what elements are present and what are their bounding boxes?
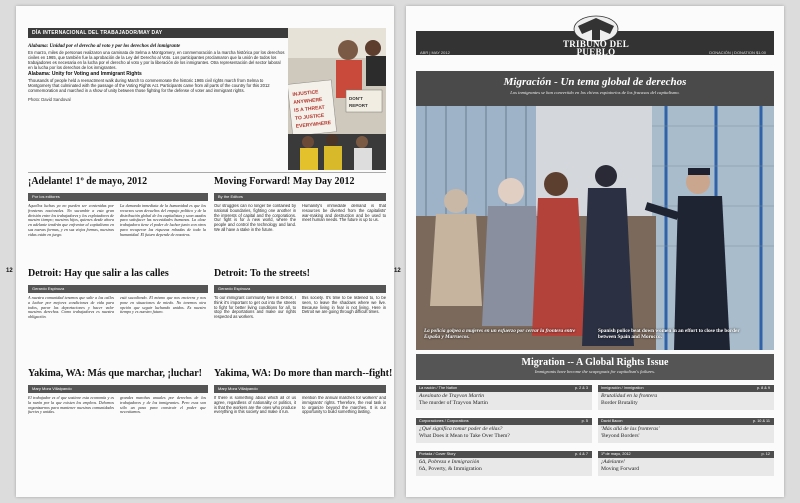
donation-price: DONACIÓN | DONATION $1.00 bbox=[709, 50, 766, 55]
section3-col1: El trabajador es el que sostiene esta economía y es la razón por la que existen los empleos. Debemos organizarnos para mantener nuestras comunidades fuertes y unidas. bbox=[28, 396, 114, 415]
toc-page: p. 8 & 9 bbox=[756, 386, 770, 390]
toc-item[interactable] bbox=[416, 417, 592, 443]
march-photo bbox=[288, 28, 386, 170]
toc-page: p. 2 & 3 bbox=[574, 386, 588, 390]
svg-text:DON'T: DON'T bbox=[349, 96, 363, 101]
photo-credit: Photo: David Sandoval bbox=[28, 97, 71, 102]
issue-date: ABR | MAY 2012 bbox=[420, 50, 450, 55]
section3-title-es: Yakima, WA: Más que marchar, ¡luchar! bbox=[28, 368, 202, 379]
page-header-may-day: DÍA INTERNACIONAL DEL TRABAJADOR/MAY DAY bbox=[28, 28, 294, 38]
toc-section: Corporaciones / Corporations bbox=[419, 419, 469, 423]
intro-subhead-es: Alabama: Unidad por el derecho al voto y por los derechos del inmigrante bbox=[28, 44, 181, 49]
left-page bbox=[16, 6, 394, 497]
toc-column-right bbox=[598, 384, 774, 476]
page-number-right: 12 bbox=[394, 268, 401, 274]
intro-block bbox=[28, 44, 286, 102]
section1-col2: La demanda inmediata de la humanidad es que los recursos sean devueltos del empujo político y de la distribución global de los capitalistas y sean usados para satisfacer las necesidades humanas. La clase trabajadora tiene el poder de luchar junto con otros para recuperar las riquezas robadas de toda la humanidad. El futuro depende de nosotros. bbox=[120, 204, 206, 237]
toc-title-es: 'Más allá de las fronteras' bbox=[601, 426, 660, 432]
section3-title-en: Yakima, WA: Do more than march--fight! bbox=[214, 368, 393, 379]
caption-es: La policía golpea a mujeres en un esfuerzo por cerrar la frontera entre España y Marruecos. bbox=[424, 328, 576, 340]
section3-byline-es: Mary Mora Villalpando bbox=[28, 385, 208, 393]
toc-page: p. 12 bbox=[761, 452, 770, 456]
toc-title-en: Border Brutality bbox=[601, 400, 638, 406]
toc-title-en: Moving Forward bbox=[601, 466, 640, 472]
section1-title-en: Moving Forward! May Day 2012 bbox=[214, 176, 355, 187]
headline-en: Migration -- A Global Rights Issue bbox=[521, 357, 669, 368]
section2-byline-en: Gerardo Espinoza bbox=[214, 285, 386, 293]
section3-col2: grandes marchas anuales por derechos de los trabajadores y de los inmigrantes. Pero esos son sólo un paso para construir el poder que necesitamos. bbox=[120, 396, 206, 415]
toc-item[interactable] bbox=[598, 450, 774, 476]
section1-col4: Humanity's immediate demand is that resources be diverted from the capitalists' war-making and destruction and be used to meet human needs. The future is up to us. bbox=[302, 204, 386, 223]
toc-page: p. 5 bbox=[581, 419, 588, 423]
toc-item[interactable] bbox=[598, 384, 774, 410]
toc-title-en: The murder of Trayvon Martin bbox=[419, 400, 488, 406]
section2-col3: To our immigrant community here in Detroit, I think it's important to get out into the streets to fight for better living conditions for all, to stop the deportations and make our rights respected as workers. bbox=[214, 296, 296, 320]
toc-section: La nación / The Nation bbox=[419, 386, 458, 390]
section2-col1: A nuestra comunidad tenemos que salir a las calles a luchar por mejores condiciones de vida para todos, parar las deportaciones y hacer valer nuestros derechos. Como trabajadores es nuestra obligación. bbox=[28, 296, 114, 320]
toc-item[interactable] bbox=[416, 384, 592, 410]
toc-column-left bbox=[416, 384, 592, 476]
toc-title-es: ¿Qué significa tomar poder de ellas? bbox=[419, 426, 503, 432]
toc-section: Portada / Cover Story bbox=[419, 452, 456, 456]
toc-title-en: 6Δ, Poverty, & Immigration bbox=[419, 466, 482, 472]
toc-page: p. 4 & 7 bbox=[574, 452, 588, 456]
svg-text:INJUSTICE: INJUSTICE bbox=[292, 89, 319, 98]
toc-title-es: 6Δ, Pobreza e Inmigración bbox=[419, 459, 480, 465]
toc-section: Inmigración / Immigration bbox=[601, 386, 644, 390]
svg-text:REPORT: REPORT bbox=[349, 103, 368, 108]
svg-text:TO JUSTICE: TO JUSTICE bbox=[294, 112, 325, 122]
section2-col2: está sucediendo. El mismo que nos encierra y nos pone en situaciones de miedo. No tenemos otra opción que seguir luchando unidos. Es nuestro tiempo y es nuestro futuro. bbox=[120, 296, 206, 315]
masthead-title bbox=[556, 40, 636, 56]
masthead-title-line1: TRIBUNO DEL bbox=[562, 39, 630, 49]
border-police-photo bbox=[416, 106, 774, 350]
svg-text:ANYWHERE: ANYWHERE bbox=[293, 96, 323, 106]
section1-byline-en: By the Editors bbox=[214, 193, 386, 201]
headline-es: Migración - Un tema global de derechos bbox=[503, 76, 687, 88]
svg-text:IS A THREAT: IS A THREAT bbox=[293, 104, 326, 114]
caption-en: Spanish police beat down women in an effort to close the border between Spain and Morocco. bbox=[598, 328, 740, 340]
photo-caption bbox=[416, 326, 774, 354]
intro-text-en: Thousands of people held a reenactment walk during March to commemorate the historic 1965 civil rights march from Selma to Montgomery that culminated with the passage of the Voting Rights Act. Participants came from all parts of the country for this 2012 commemoration and marched in a show of unity between those fighting for the defense of voter and immigrant rights. bbox=[28, 78, 270, 93]
right-page bbox=[406, 6, 784, 497]
toc-section: David Bacon bbox=[601, 419, 623, 423]
toc-page: p. 10 & 11 bbox=[752, 419, 770, 423]
page-number-left: 12 bbox=[6, 268, 13, 274]
headline-bar-es bbox=[416, 71, 774, 106]
toc-item[interactable] bbox=[416, 450, 592, 476]
headline-bar-en bbox=[416, 354, 774, 380]
subhead-en: Immigrants have become the scapegoats for capitalism's failures. bbox=[534, 369, 656, 374]
subhead-es: Los inmigrantes se han convertido en los chivos expiatorios de los fracasos del capitalismo. bbox=[510, 90, 680, 95]
svg-text:EVERYWHERE: EVERYWHERE bbox=[295, 120, 332, 130]
intro-text-es: En marzo, miles de personas realizaron una caminata de Selma a Montgomery, en conmemoración a la marcha histórica por los derechos civiles en 1965, que también fue la aprobación de la Ley del Derecho al Voto. Los participantes proclamaron que la unión de todos los trabajadores es necesaria en la lucha por el derecho al voto y por la liberación de los inmigrantes. Otra representación del sector laboral en la lucha por los derechos de los inmigrantes. bbox=[28, 50, 285, 70]
section2-title-en: Detroit: To the streets! bbox=[214, 268, 310, 279]
intro-subhead-en: Alabama: Unity for Voting and Immigrant Rights bbox=[28, 71, 142, 77]
section1-title-es: ¡Adelante! 1º de mayo, 2012 bbox=[28, 176, 148, 187]
section2-col4: this society. It's time to be listened to, to be seen, to leave the shadows where we live. Because living in fear is not living. Here in Detroit we are going through difficult times. bbox=[302, 296, 386, 315]
section3-col4: mention the annual marches for workers' and immigrants' rights. Therefore, the real task is to organize beyond the marches. It is our opportunity to build something lasting. bbox=[302, 396, 386, 415]
toc-title-es: Asesinato de Trayvon Martin bbox=[419, 393, 485, 399]
toc-title-en: 'Beyond Borders' bbox=[601, 433, 640, 439]
toc-title-es: ¡Adelante! bbox=[601, 459, 625, 465]
toc-section: 1º de mayo, 2012 bbox=[601, 452, 631, 456]
table-of-contents bbox=[416, 384, 774, 490]
toc-title-en: What Does it Mean to Take Over Them? bbox=[419, 433, 510, 439]
section2-byline-es: Gerardo Espinoza bbox=[28, 285, 208, 293]
section1-col3: Our struggles can no longer be contained by national boundaries, fighting one another in the interests of capital and the corporations. Our fight is for a new world, where the people and control the technology and land. We all have a stake in the future. bbox=[214, 204, 296, 232]
section1-byline-es: Por los editores bbox=[28, 193, 208, 201]
toc-title-es: Brutalidad en la frontera bbox=[601, 393, 658, 399]
section2-title-es: Detroit: Hay que salir a las calles bbox=[28, 268, 169, 279]
section3-byline-en: Mary Mora Villalpando bbox=[214, 385, 386, 393]
masthead bbox=[556, 14, 636, 58]
toc-item[interactable] bbox=[598, 417, 774, 443]
section3-col3: If there is something about which all of us agree, regardless of nationality or politics, it is that the workers are the ones who produce everything in this society and make it run. bbox=[214, 396, 296, 415]
masthead-title-line2: PUEBLO bbox=[576, 47, 616, 57]
section-divider bbox=[28, 172, 386, 173]
section1-col1: Aquellos luchas ya no pueden ser contenidas por fronteras nacionales. No sucumbir a esta gran división entre los trabajadores y los explotadores de nuestro tiempo; nuestros hijos, quienes desde ahora en adelante tendrán que enfrentar al capitalismo en sus nuevas formas, y en sus viejas formas, nuestras vidas están en juego. bbox=[28, 204, 114, 237]
